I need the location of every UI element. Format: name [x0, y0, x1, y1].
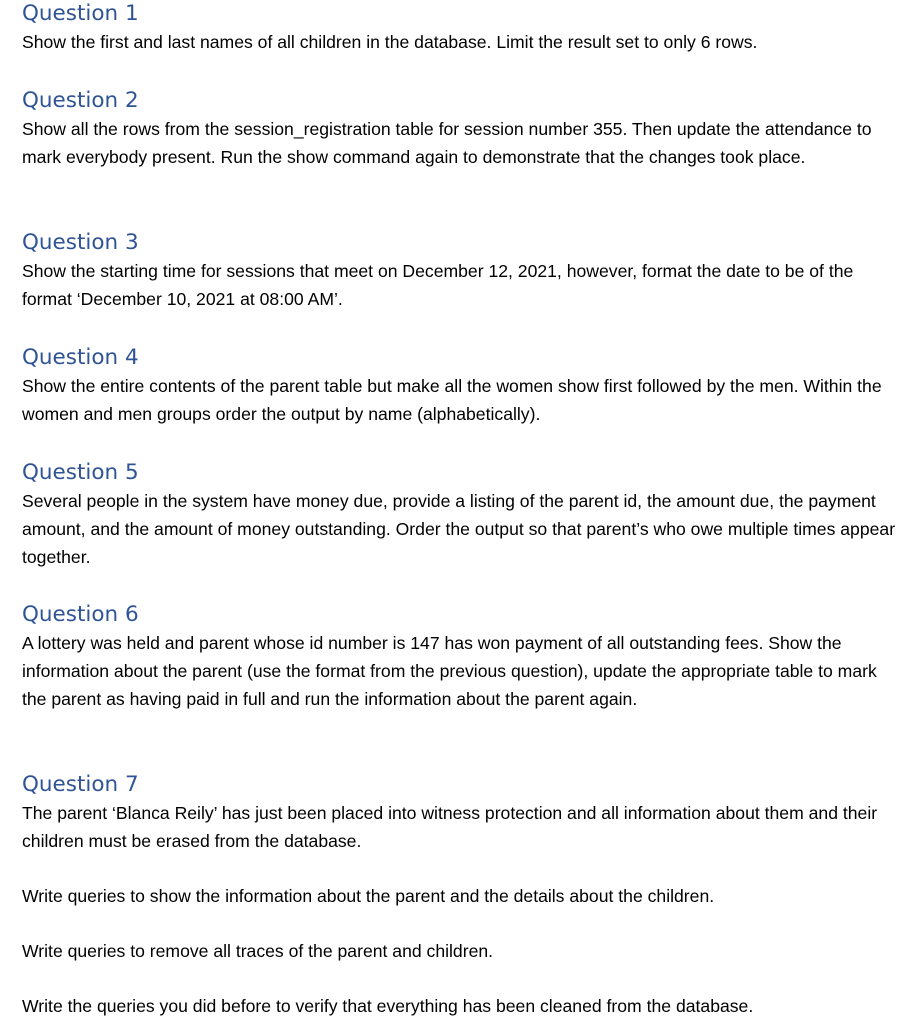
question-7-intro-text: The parent ‘Blanca Reily’ has just been placed into witness protection and all information about them and their children must be erased from the database. — [22, 803, 878, 851]
question-1-heading: Question 1 — [22, 1, 139, 26]
question-7-remove-queries-text: Write queries to remove all traces of the parent and children. — [22, 941, 494, 961]
question-7-show-queries-text: Write queries to show the information about the parent and the details about the children. — [22, 886, 715, 906]
question-4-body — [22, 372, 906, 428]
question-2-text: Show all the rows from the session_registration table for session number 355. Then update the attendance to mark everybody present. Run the show command again to demonstrate that the changes took place. — [22, 119, 872, 167]
question-3-heading: Question 3 — [22, 230, 139, 255]
question-5-heading: Question 5 — [22, 460, 139, 485]
question-5-body — [22, 487, 906, 571]
question-5-text: Several people in the system have money due, provide a listing of the parent id, the amount due, the payment amount, and the amount of money outstanding. Order the output so that parent’s who owe multiple times appear together. — [22, 491, 896, 567]
question-2-section — [22, 87, 906, 171]
question-7-verify-queries-text: Write the queries you did before to verify that everything has been cleaned from the database. — [22, 996, 754, 1016]
question-4-text: Show the entire contents of the parent table but make all the women show first followed by the men. Within the women and men groups order the output by name (alphabetically). — [22, 376, 882, 424]
question-2-body — [22, 115, 906, 171]
question-6-text: A lottery was held and parent whose id number is 147 has won payment of all outstanding fees. Show the information about the parent (use the format from the previous question), update the appropriate table to mark the parent as having paid in full and run the information about the parent again. — [22, 633, 877, 709]
question-4-heading: Question 4 — [22, 345, 139, 370]
question-3-text: Show the starting time for sessions that meet on December 12, 2021, however, format the date to be of the format ‘December 10, 2021 at 08:00 AM’. — [22, 261, 854, 309]
question-4-section — [22, 344, 906, 428]
question-6-body — [22, 629, 906, 713]
question-5-section — [22, 459, 906, 571]
question-1-body — [22, 28, 757, 56]
question-7-section — [22, 771, 906, 1020]
question-3-body — [22, 257, 906, 313]
question-1-text: Show the first and last names of all children in the database. Limit the result set to only 6 rows. — [22, 32, 758, 52]
question-2-heading: Question 2 — [22, 88, 139, 113]
question-7-heading: Question 7 — [22, 772, 139, 797]
question-6-heading: Question 6 — [22, 602, 139, 627]
question-7-body — [22, 799, 906, 1020]
question-1-section — [22, 0, 757, 56]
question-3-section — [22, 229, 906, 313]
question-6-section — [22, 601, 906, 713]
